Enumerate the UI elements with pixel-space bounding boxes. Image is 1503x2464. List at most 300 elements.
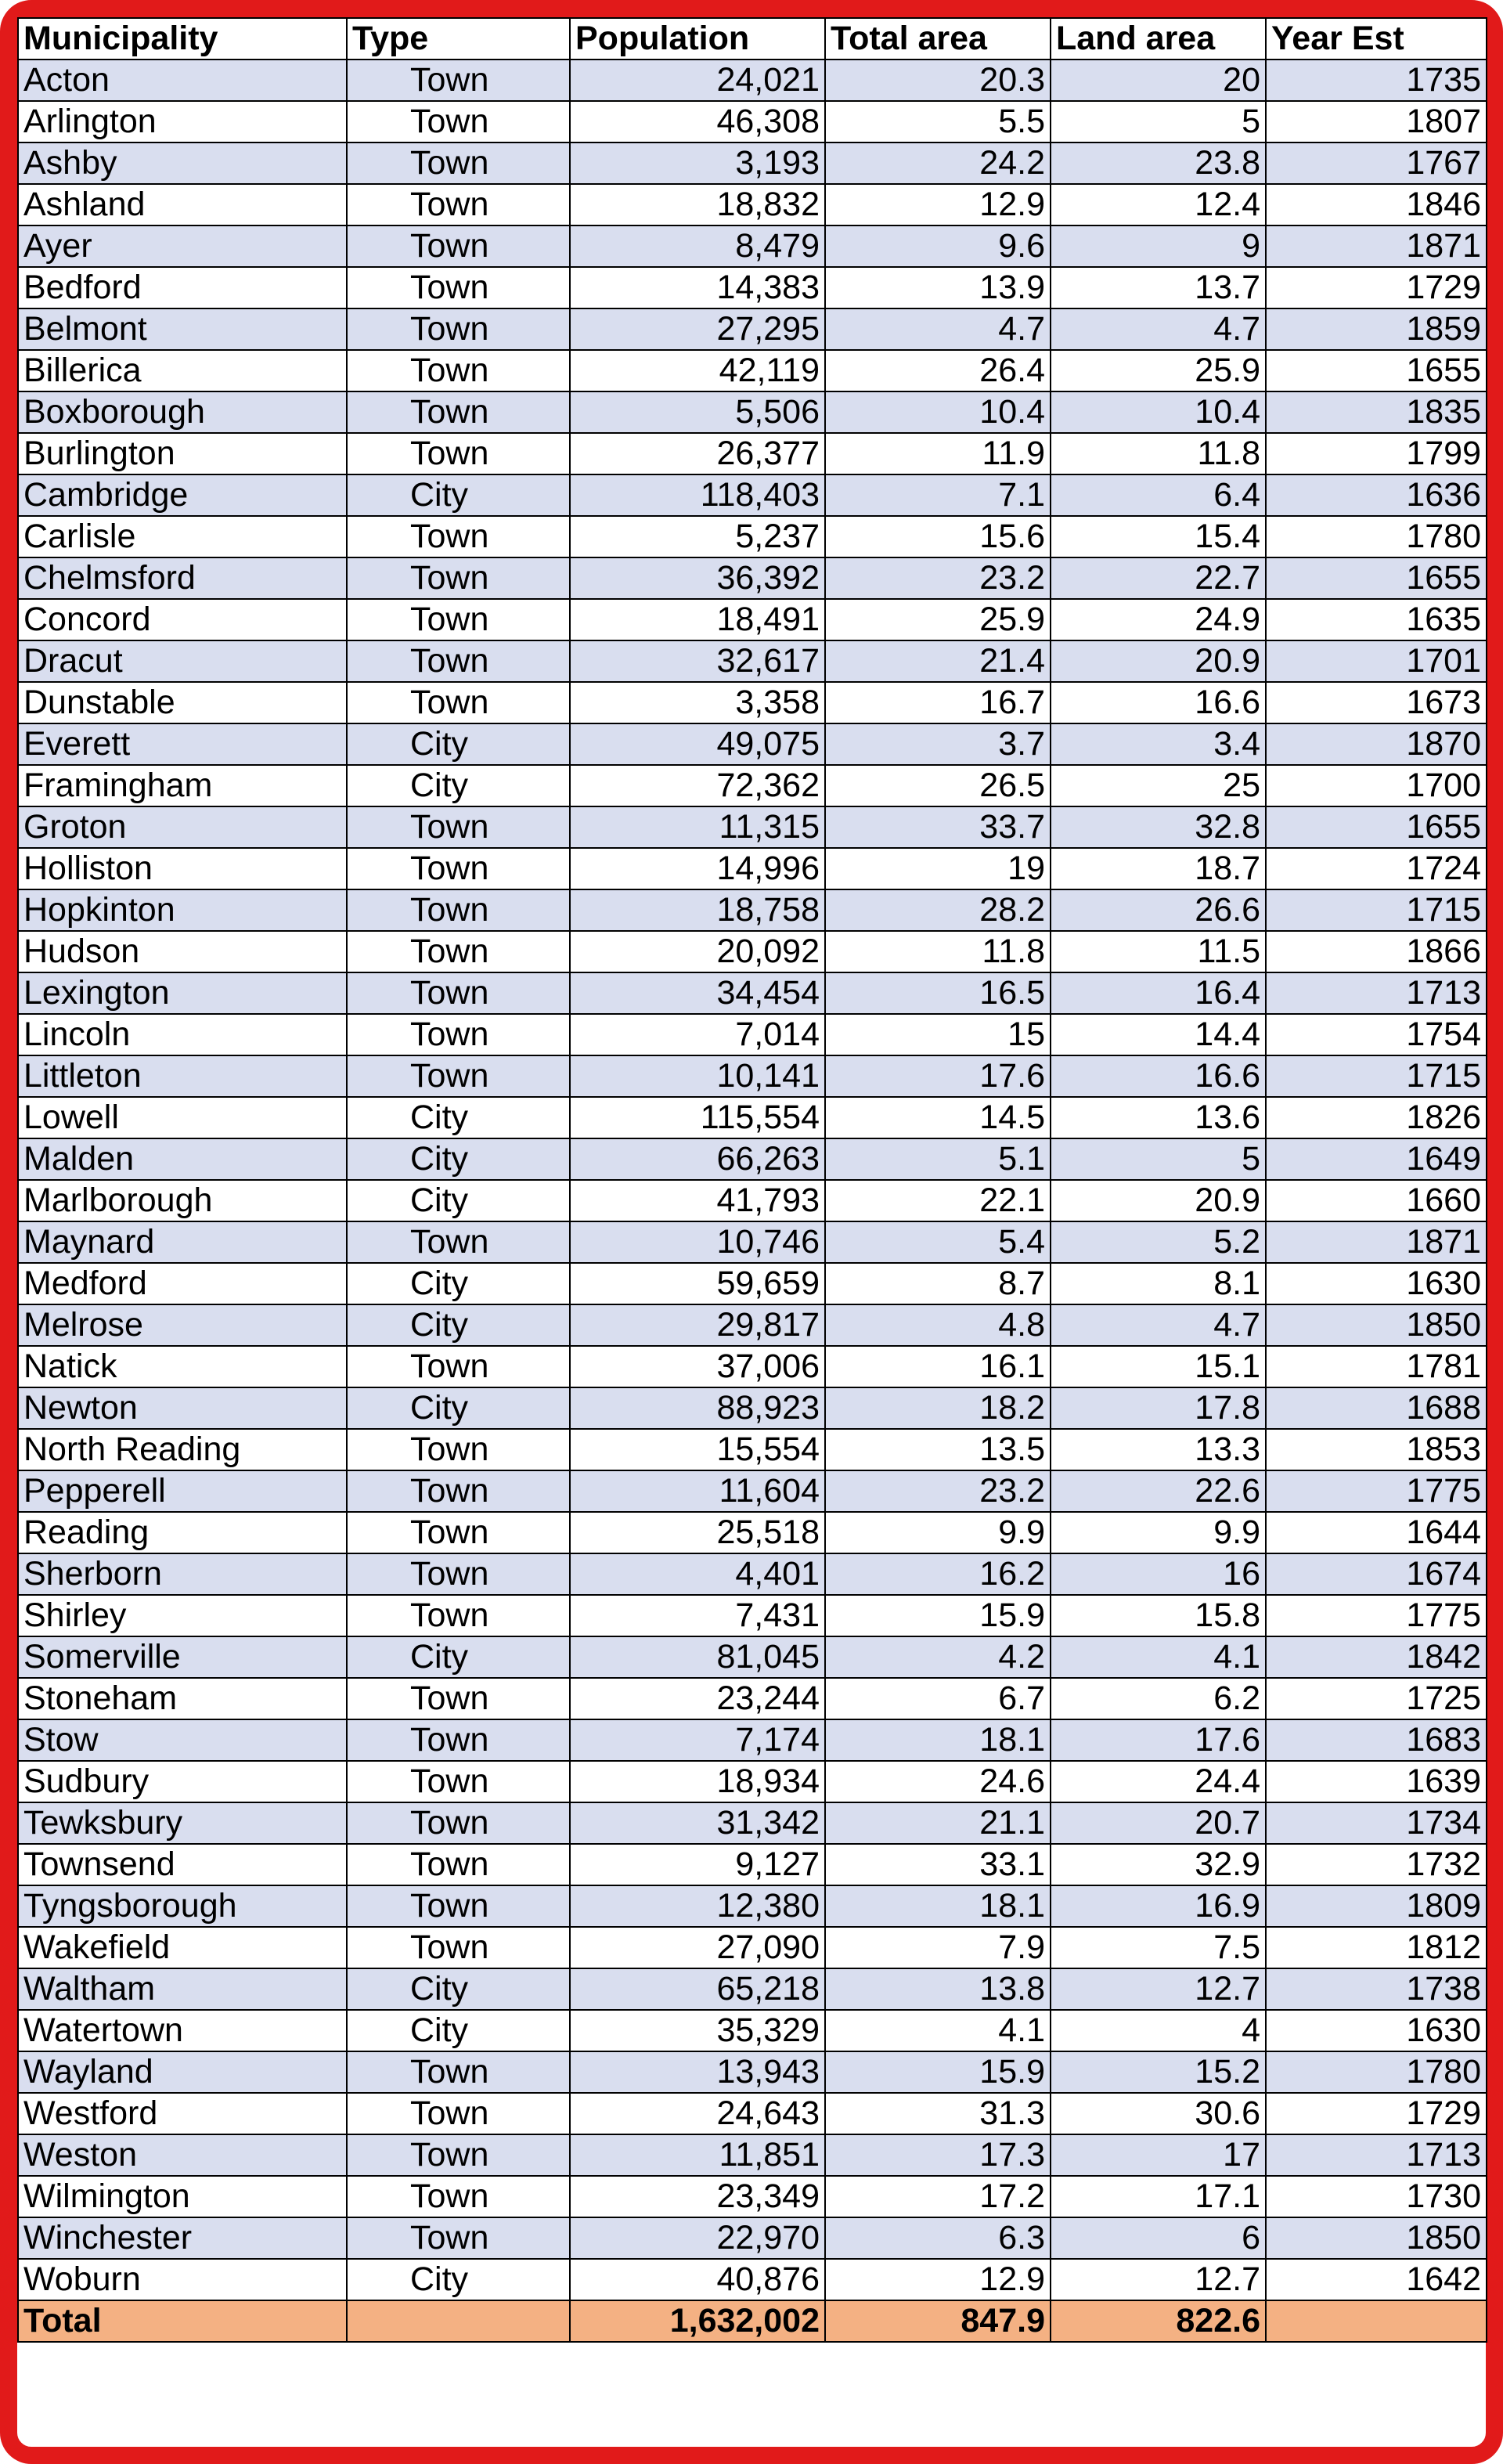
year-est-cell: 1871 <box>1266 1221 1487 1263</box>
total-area-cell: 6.7 <box>825 1678 1051 1719</box>
table-row <box>18 101 1487 143</box>
table-row <box>18 1968 1487 2010</box>
year-est-cell: 1729 <box>1266 267 1487 308</box>
year-est-cell: 1735 <box>1266 60 1487 101</box>
type-cell: City <box>347 723 570 765</box>
type-cell: Town <box>347 350 570 391</box>
population-cell: 23,244 <box>570 1678 825 1719</box>
population-cell: 29,817 <box>570 1304 825 1346</box>
municipality-cell: Hopkinton <box>18 889 347 931</box>
total-municipality-cell: Total <box>18 2300 347 2342</box>
land-area-cell: 10.4 <box>1051 391 1266 433</box>
population-cell: 37,006 <box>570 1346 825 1387</box>
land-area-cell: 4.7 <box>1051 1304 1266 1346</box>
population-cell: 27,295 <box>570 308 825 350</box>
land-area-cell: 6 <box>1051 2217 1266 2259</box>
total-area-cell: 11.9 <box>825 433 1051 474</box>
total-population-cell: 1,632,002 <box>570 2300 825 2342</box>
total-area-cell: 17.6 <box>825 1055 1051 1097</box>
type-cell: Town <box>347 1221 570 1263</box>
total-area-cell: 18.1 <box>825 1885 1051 1927</box>
total-area-cell: 33.1 <box>825 1844 1051 1885</box>
total-area-cell: 7.1 <box>825 474 1051 516</box>
municipality-cell: Newton <box>18 1387 347 1429</box>
municipality-cell: Stow <box>18 1719 347 1761</box>
year-est-cell: 1859 <box>1266 308 1487 350</box>
type-cell: Town <box>347 1802 570 1844</box>
land-area-cell: 12.7 <box>1051 1968 1266 2010</box>
type-cell: Town <box>347 848 570 889</box>
type-cell: Town <box>347 1429 570 1470</box>
land-area-cell: 20.9 <box>1051 1180 1266 1221</box>
total-area-cell: 21.1 <box>825 1802 1051 1844</box>
table-row <box>18 599 1487 640</box>
land-area-cell: 9.9 <box>1051 1512 1266 1553</box>
total-area-cell: 25.9 <box>825 599 1051 640</box>
year-est-cell: 1688 <box>1266 1387 1487 1429</box>
table-row <box>18 1678 1487 1719</box>
year-est-cell: 1713 <box>1266 2134 1487 2176</box>
total-area-cell: 15 <box>825 1014 1051 1055</box>
municipality-cell: Sudbury <box>18 1761 347 1802</box>
year-est-cell: 1655 <box>1266 806 1487 848</box>
municipality-table <box>17 17 1487 2343</box>
total-area-cell: 12.9 <box>825 184 1051 225</box>
total-area-cell: 4.1 <box>825 2010 1051 2051</box>
land-area-cell: 5 <box>1051 1138 1266 1180</box>
type-cell: City <box>347 2010 570 2051</box>
total-area-cell: 18.1 <box>825 1719 1051 1761</box>
total-area-cell: 4.2 <box>825 1636 1051 1678</box>
year-est-cell: 1870 <box>1266 723 1487 765</box>
municipality-cell: Ayer <box>18 225 347 267</box>
total-area-cell: 24.6 <box>825 1761 1051 1802</box>
land-area-cell: 32.8 <box>1051 806 1266 848</box>
year-est-cell: 1630 <box>1266 2010 1487 2051</box>
type-cell: Town <box>347 931 570 972</box>
population-cell: 25,518 <box>570 1512 825 1553</box>
land-area-cell: 16.6 <box>1051 1055 1266 1097</box>
year-est-cell: 1826 <box>1266 1097 1487 1138</box>
land-area-cell: 13.3 <box>1051 1429 1266 1470</box>
population-cell: 18,934 <box>570 1761 825 1802</box>
municipality-cell: Lexington <box>18 972 347 1014</box>
year-est-cell: 1780 <box>1266 516 1487 557</box>
type-cell: Town <box>347 2176 570 2217</box>
land-area-cell: 15.1 <box>1051 1346 1266 1387</box>
table-row <box>18 1927 1487 1968</box>
table-row <box>18 848 1487 889</box>
total-area-cell: 15.9 <box>825 2051 1051 2093</box>
municipality-cell: Groton <box>18 806 347 848</box>
table-row <box>18 1636 1487 1678</box>
type-cell: Town <box>347 1595 570 1636</box>
land-area-cell: 20.7 <box>1051 1802 1266 1844</box>
land-area-cell: 15.4 <box>1051 516 1266 557</box>
population-cell: 18,491 <box>570 599 825 640</box>
table-row <box>18 1719 1487 1761</box>
land-area-cell: 25.9 <box>1051 350 1266 391</box>
year-est-cell: 1732 <box>1266 1844 1487 1885</box>
population-cell: 13,943 <box>570 2051 825 2093</box>
population-cell: 31,342 <box>570 1802 825 1844</box>
total-area-cell: 5.1 <box>825 1138 1051 1180</box>
total-area-cell: 7.9 <box>825 1927 1051 1968</box>
header-row <box>18 18 1487 60</box>
total-area-cell: 26.5 <box>825 765 1051 806</box>
year-est-cell: 1683 <box>1266 1719 1487 1761</box>
total-area-cell: 16.5 <box>825 972 1051 1014</box>
population-cell: 23,349 <box>570 2176 825 2217</box>
land-area-cell: 6.2 <box>1051 1678 1266 1719</box>
year-est-cell: 1809 <box>1266 1885 1487 1927</box>
year-est-cell: 1730 <box>1266 2176 1487 2217</box>
population-cell: 65,218 <box>570 1968 825 2010</box>
table-row <box>18 1263 1487 1304</box>
municipality-cell: Bedford <box>18 267 347 308</box>
land-area-cell: 12.7 <box>1051 2259 1266 2300</box>
municipality-cell: Maynard <box>18 1221 347 1263</box>
type-cell: Town <box>347 2093 570 2134</box>
municipality-cell: Reading <box>18 1512 347 1553</box>
municipality-cell: North Reading <box>18 1429 347 1470</box>
year-est-cell: 1775 <box>1266 1470 1487 1512</box>
year-est-cell: 1850 <box>1266 1304 1487 1346</box>
type-cell: City <box>347 1097 570 1138</box>
table-row <box>18 682 1487 723</box>
municipality-cell: Littleton <box>18 1055 347 1097</box>
table-row <box>18 1429 1487 1470</box>
table-row <box>18 225 1487 267</box>
type-cell: City <box>347 2259 570 2300</box>
land-area-cell: 6.4 <box>1051 474 1266 516</box>
year-est-cell: 1738 <box>1266 1968 1487 2010</box>
population-cell: 5,506 <box>570 391 825 433</box>
type-cell: City <box>347 474 570 516</box>
population-cell: 11,851 <box>570 2134 825 2176</box>
land-area-cell: 16.9 <box>1051 1885 1266 1927</box>
header-year-est: Year Est <box>1266 18 1487 60</box>
type-cell: Town <box>347 225 570 267</box>
land-area-cell: 24.9 <box>1051 599 1266 640</box>
type-cell: Town <box>347 1927 570 1968</box>
table-row <box>18 2051 1487 2093</box>
population-cell: 4,401 <box>570 1553 825 1595</box>
population-cell: 20,092 <box>570 931 825 972</box>
land-area-cell: 14.4 <box>1051 1014 1266 1055</box>
population-cell: 18,832 <box>570 184 825 225</box>
table-row <box>18 1387 1487 1429</box>
total-area-cell: 13.9 <box>825 267 1051 308</box>
municipality-cell: Belmont <box>18 308 347 350</box>
year-est-cell: 1842 <box>1266 1636 1487 1678</box>
municipality-cell: Natick <box>18 1346 347 1387</box>
land-area-cell: 20 <box>1051 60 1266 101</box>
type-cell: Town <box>347 806 570 848</box>
municipality-cell: Dunstable <box>18 682 347 723</box>
municipality-cell: Sherborn <box>18 1553 347 1595</box>
municipality-cell: Marlborough <box>18 1180 347 1221</box>
municipality-cell: Weston <box>18 2134 347 2176</box>
land-area-cell: 23.8 <box>1051 143 1266 184</box>
type-cell: Town <box>347 972 570 1014</box>
total-area-cell: 24.2 <box>825 143 1051 184</box>
total-area-cell: 20.3 <box>825 60 1051 101</box>
table-row <box>18 806 1487 848</box>
year-est-cell: 1853 <box>1266 1429 1487 1470</box>
table-row <box>18 931 1487 972</box>
type-cell: Town <box>347 1553 570 1595</box>
municipality-cell: Townsend <box>18 1844 347 1885</box>
total-land-area-cell: 822.6 <box>1051 2300 1266 2342</box>
year-est-cell: 1799 <box>1266 433 1487 474</box>
year-est-cell: 1649 <box>1266 1138 1487 1180</box>
land-area-cell: 22.7 <box>1051 557 1266 599</box>
population-cell: 7,014 <box>570 1014 825 1055</box>
table-row <box>18 1512 1487 1553</box>
land-area-cell: 9 <box>1051 225 1266 267</box>
municipality-cell: Everett <box>18 723 347 765</box>
table-row <box>18 2176 1487 2217</box>
year-est-cell: 1655 <box>1266 350 1487 391</box>
population-cell: 14,383 <box>570 267 825 308</box>
table-row <box>18 1221 1487 1263</box>
year-est-cell: 1644 <box>1266 1512 1487 1553</box>
type-cell: Town <box>347 391 570 433</box>
land-area-cell: 15.2 <box>1051 2051 1266 2093</box>
population-cell: 34,454 <box>570 972 825 1014</box>
population-cell: 18,758 <box>570 889 825 931</box>
population-cell: 41,793 <box>570 1180 825 1221</box>
total-area-cell: 13.8 <box>825 1968 1051 2010</box>
municipality-cell: Hudson <box>18 931 347 972</box>
type-cell: City <box>347 1387 570 1429</box>
year-est-cell: 1767 <box>1266 143 1487 184</box>
total-area-cell: 15.9 <box>825 1595 1051 1636</box>
land-area-cell: 3.4 <box>1051 723 1266 765</box>
total-area-cell: 17.3 <box>825 2134 1051 2176</box>
land-area-cell: 16.4 <box>1051 972 1266 1014</box>
type-cell: Town <box>347 889 570 931</box>
municipality-cell: Westford <box>18 2093 347 2134</box>
type-cell: Town <box>347 267 570 308</box>
land-area-cell: 4 <box>1051 2010 1266 2051</box>
table-row <box>18 1595 1487 1636</box>
year-est-cell: 1642 <box>1266 2259 1487 2300</box>
land-area-cell: 5 <box>1051 101 1266 143</box>
header-population: Population <box>570 18 825 60</box>
municipality-cell: Pepperell <box>18 1470 347 1512</box>
total-area-cell: 8.7 <box>825 1263 1051 1304</box>
land-area-cell: 15.8 <box>1051 1595 1266 1636</box>
total-area-cell: 21.4 <box>825 640 1051 682</box>
total-area-cell: 18.2 <box>825 1387 1051 1429</box>
table-row <box>18 1885 1487 1927</box>
year-est-cell: 1729 <box>1266 2093 1487 2134</box>
table-row <box>18 1470 1487 1512</box>
land-area-cell: 4.1 <box>1051 1636 1266 1678</box>
municipality-cell: Dracut <box>18 640 347 682</box>
population-cell: 3,193 <box>570 143 825 184</box>
total-area-cell: 5.5 <box>825 101 1051 143</box>
population-cell: 10,746 <box>570 1221 825 1263</box>
table-row <box>18 1138 1487 1180</box>
total-area-cell: 17.2 <box>825 2176 1051 2217</box>
type-cell: Town <box>347 599 570 640</box>
year-est-cell: 1630 <box>1266 1263 1487 1304</box>
total-area-cell: 4.7 <box>825 308 1051 350</box>
table-row <box>18 557 1487 599</box>
total-year-est-cell <box>1266 2300 1487 2342</box>
total-area-cell: 28.2 <box>825 889 1051 931</box>
municipality-cell: Wakefield <box>18 1927 347 1968</box>
type-cell: Town <box>347 1885 570 1927</box>
year-est-cell: 1846 <box>1266 184 1487 225</box>
table-row <box>18 2093 1487 2134</box>
table-row <box>18 1844 1487 1885</box>
total-area-cell: 3.7 <box>825 723 1051 765</box>
year-est-cell: 1701 <box>1266 640 1487 682</box>
land-area-cell: 13.7 <box>1051 267 1266 308</box>
table-row <box>18 2010 1487 2051</box>
population-cell: 14,996 <box>570 848 825 889</box>
header-municipality: Municipality <box>18 18 347 60</box>
type-cell: City <box>347 1968 570 2010</box>
municipality-cell: Wayland <box>18 2051 347 2093</box>
table-row <box>18 640 1487 682</box>
type-cell: Town <box>347 682 570 723</box>
type-cell: City <box>347 765 570 806</box>
municipality-cell: Boxborough <box>18 391 347 433</box>
type-cell: Town <box>347 557 570 599</box>
type-cell: Town <box>347 101 570 143</box>
table-row <box>18 1761 1487 1802</box>
type-cell: Town <box>347 1014 570 1055</box>
total-area-cell: 14.5 <box>825 1097 1051 1138</box>
year-est-cell: 1781 <box>1266 1346 1487 1387</box>
municipality-cell: Chelmsford <box>18 557 347 599</box>
municipality-cell: Ashland <box>18 184 347 225</box>
total-area-cell: 16.2 <box>825 1553 1051 1595</box>
type-cell: Town <box>347 143 570 184</box>
table-row <box>18 267 1487 308</box>
land-area-cell: 32.9 <box>1051 1844 1266 1885</box>
total-area-cell: 33.7 <box>825 806 1051 848</box>
table-row <box>18 1553 1487 1595</box>
type-cell: Town <box>347 516 570 557</box>
type-cell: Town <box>347 1470 570 1512</box>
land-area-cell: 4.7 <box>1051 308 1266 350</box>
land-area-cell: 8.1 <box>1051 1263 1266 1304</box>
population-cell: 11,315 <box>570 806 825 848</box>
header-land-area: Land area <box>1051 18 1266 60</box>
table-row <box>18 1346 1487 1387</box>
year-est-cell: 1725 <box>1266 1678 1487 1719</box>
municipality-cell: Shirley <box>18 1595 347 1636</box>
municipality-cell: Carlisle <box>18 516 347 557</box>
municipality-cell: Winchester <box>18 2217 347 2259</box>
population-cell: 26,377 <box>570 433 825 474</box>
land-area-cell: 30.6 <box>1051 2093 1266 2134</box>
land-area-cell: 5.2 <box>1051 1221 1266 1263</box>
population-cell: 27,090 <box>570 1927 825 1968</box>
type-cell: Town <box>347 640 570 682</box>
population-cell: 24,021 <box>570 60 825 101</box>
table-row <box>18 2217 1487 2259</box>
population-cell: 22,970 <box>570 2217 825 2259</box>
year-est-cell: 1724 <box>1266 848 1487 889</box>
table-row <box>18 143 1487 184</box>
total-area-cell: 9.6 <box>825 225 1051 267</box>
municipality-cell: Stoneham <box>18 1678 347 1719</box>
total-type-cell <box>347 2300 570 2342</box>
population-cell: 15,554 <box>570 1429 825 1470</box>
total-area-cell: 4.8 <box>825 1304 1051 1346</box>
population-cell: 88,923 <box>570 1387 825 1429</box>
table-row <box>18 1097 1487 1138</box>
type-cell: Town <box>347 2217 570 2259</box>
table-row <box>18 1055 1487 1097</box>
total-area-cell: 16.7 <box>825 682 1051 723</box>
land-area-cell: 26.6 <box>1051 889 1266 931</box>
table-row <box>18 474 1487 516</box>
total-area-cell: 13.5 <box>825 1429 1051 1470</box>
table-row <box>18 723 1487 765</box>
land-area-cell: 18.7 <box>1051 848 1266 889</box>
table-row <box>18 308 1487 350</box>
municipality-cell: Billerica <box>18 350 347 391</box>
municipality-cell: Watertown <box>18 2010 347 2051</box>
population-cell: 10,141 <box>570 1055 825 1097</box>
municipality-cell: Concord <box>18 599 347 640</box>
type-cell: Town <box>347 1678 570 1719</box>
municipality-cell: Tyngsborough <box>18 1885 347 1927</box>
population-cell: 7,431 <box>570 1595 825 1636</box>
land-area-cell: 17.6 <box>1051 1719 1266 1761</box>
municipality-cell: Waltham <box>18 1968 347 2010</box>
year-est-cell: 1639 <box>1266 1761 1487 1802</box>
land-area-cell: 16.6 <box>1051 682 1266 723</box>
table-row <box>18 60 1487 101</box>
table-row <box>18 433 1487 474</box>
table-row <box>18 1304 1487 1346</box>
table-row <box>18 350 1487 391</box>
year-est-cell: 1636 <box>1266 474 1487 516</box>
year-est-cell: 1871 <box>1266 225 1487 267</box>
municipality-cell: Tewksbury <box>18 1802 347 1844</box>
municipality-cell: Wilmington <box>18 2176 347 2217</box>
type-cell: Town <box>347 60 570 101</box>
population-cell: 8,479 <box>570 225 825 267</box>
type-cell: Town <box>347 2051 570 2093</box>
municipality-cell: Somerville <box>18 1636 347 1678</box>
total-area-cell: 5.4 <box>825 1221 1051 1263</box>
table-row <box>18 1180 1487 1221</box>
total-area-cell: 10.4 <box>825 391 1051 433</box>
table-row <box>18 1802 1487 1844</box>
population-cell: 66,263 <box>570 1138 825 1180</box>
year-est-cell: 1700 <box>1266 765 1487 806</box>
land-area-cell: 17.8 <box>1051 1387 1266 1429</box>
municipality-cell: Lowell <box>18 1097 347 1138</box>
year-est-cell: 1673 <box>1266 682 1487 723</box>
total-area-cell: 16.1 <box>825 1346 1051 1387</box>
year-est-cell: 1850 <box>1266 2217 1487 2259</box>
population-cell: 35,329 <box>570 2010 825 2051</box>
land-area-cell: 20.9 <box>1051 640 1266 682</box>
type-cell: Town <box>347 2134 570 2176</box>
type-cell: City <box>347 1138 570 1180</box>
